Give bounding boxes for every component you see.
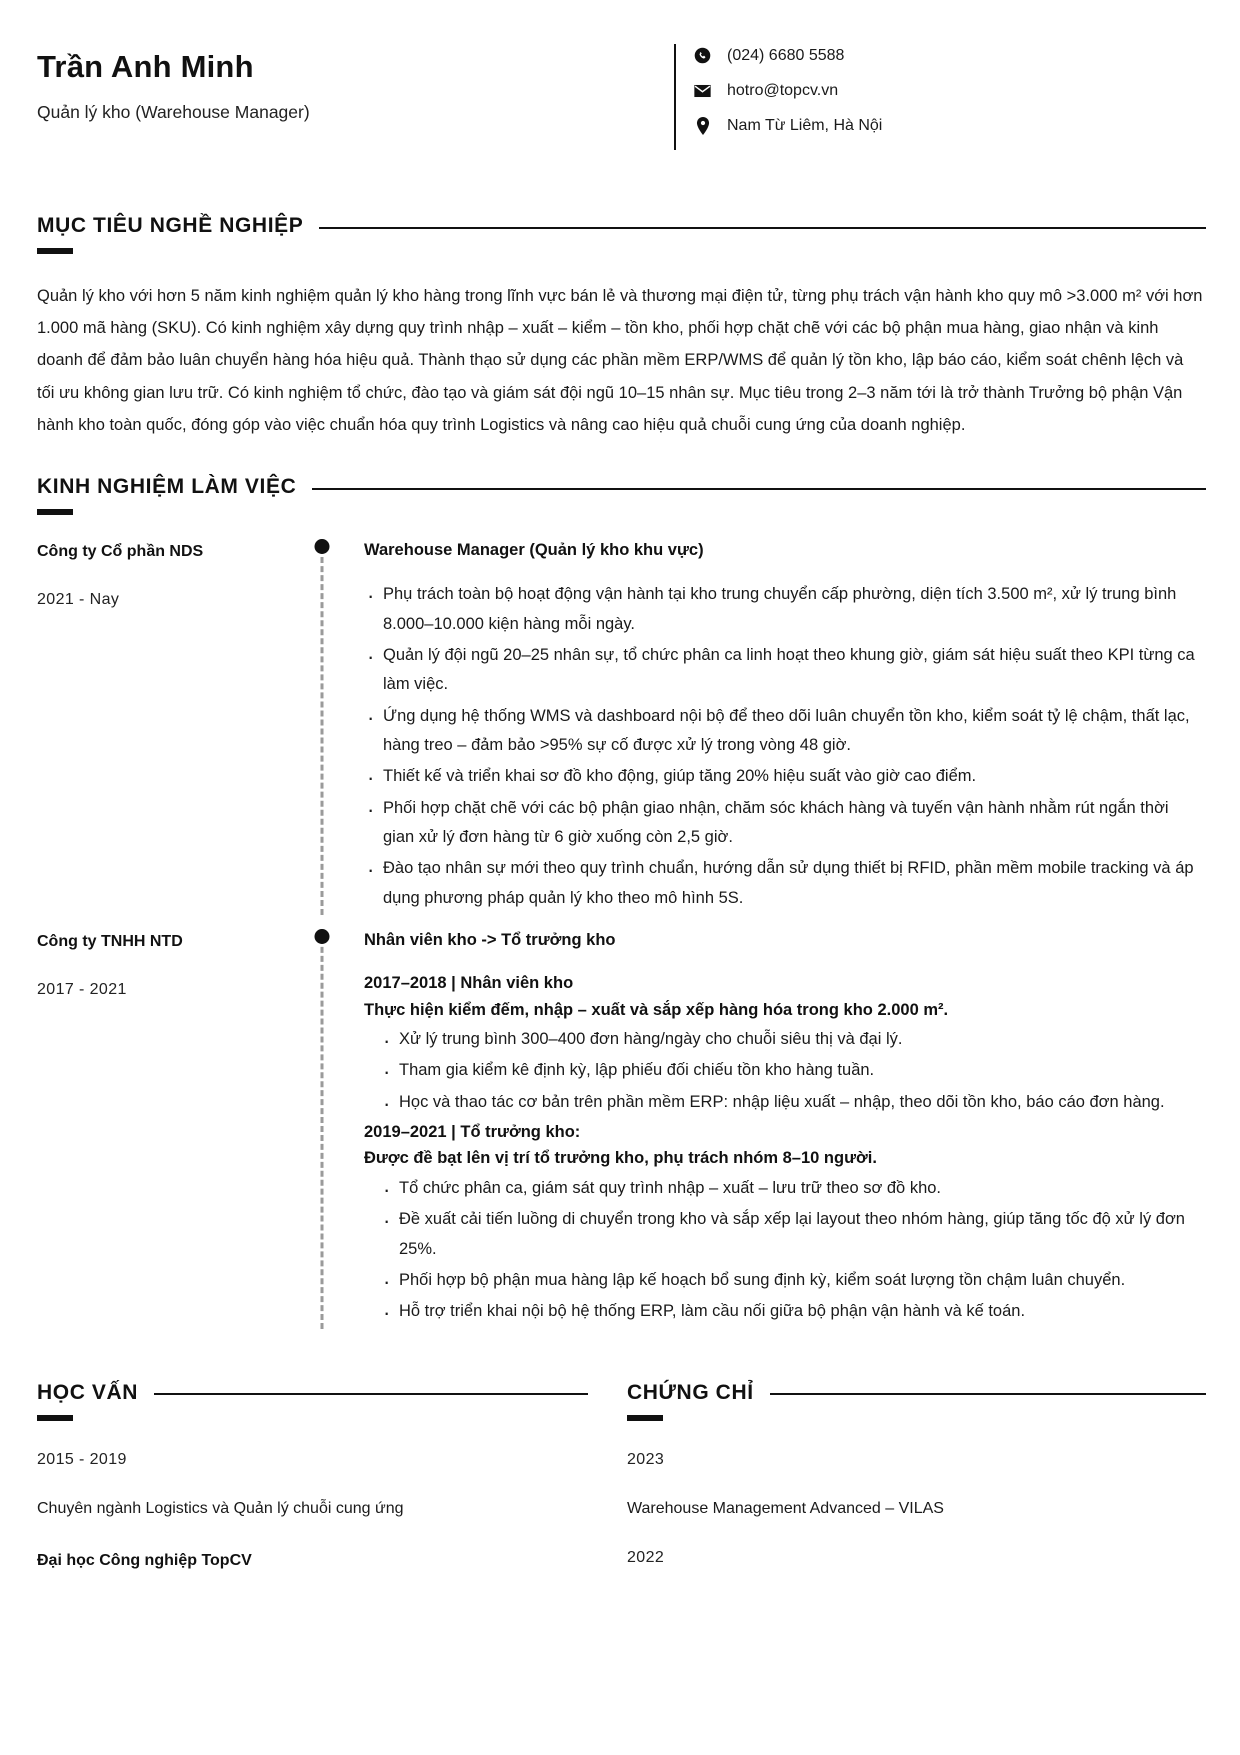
education-school: Đại học Công nghiệp TopCV (37, 1551, 252, 1569)
contact-phone-value: (024) 6680 5588 (727, 46, 845, 64)
certificates-heading-row (624, 1381, 1206, 1406)
list-item: · Thiết kế và triển khai sơ đồ kho động, giúp tăng 20% hiệu suất vào giờ cao điểm. (364, 762, 1202, 791)
experience-dates: 2021 - Nay (37, 591, 120, 609)
timeline-dot (315, 539, 330, 554)
bottom-columns (34, 1329, 1206, 1573)
phone-icon (694, 47, 711, 64)
timeline-dot (315, 929, 330, 944)
phase-period: 2017–2018 | Nhân viên kho (364, 974, 574, 993)
education-year: 2015 - 2019 (37, 1450, 127, 1468)
education-heading-rule (154, 1393, 588, 1395)
experience-job-title: Warehouse Manager (Quản lý kho khu vực) (364, 541, 704, 560)
list-item: · Tham gia kiểm kê định kỳ, lập phiếu đối chiếu tồn kho hàng tuần. (380, 1056, 1202, 1085)
list-item: · Hỗ trợ triển khai nội bộ hệ thống ERP, làm cầu nối giữa bộ phận vận hành và kế toán. (380, 1297, 1202, 1326)
certificate-year: 2022 (627, 1548, 665, 1566)
phase-summary: Được đề bạt lên vị trí tổ trưởng kho, phụ trách nhóm 8–10 người. (364, 1149, 877, 1168)
phase-period: 2019–2021 | Tổ trưởng kho: (364, 1123, 581, 1142)
timeline-rail (304, 929, 340, 1329)
objective-heading: MỤC TIÊU NGHỀ NGHIỆP (37, 214, 304, 237)
list-item: · Tổ chức phân ca, giám sát quy trình nhập – xuất – lưu trữ theo sơ đồ kho. (380, 1174, 1202, 1203)
section-certificates (620, 1381, 1206, 1573)
mail-icon (694, 82, 711, 99)
section-experience (34, 475, 1206, 1329)
phase-bullet-list (364, 1174, 1202, 1327)
experience-detail (340, 539, 1206, 915)
experience-meta (34, 539, 304, 915)
cv-header (34, 30, 1206, 162)
education-heading: HỌC VẤN (37, 1380, 139, 1404)
contact-divider-rule (674, 44, 676, 150)
contact-email-value: hotro@topcv.vn (727, 81, 839, 99)
contact-address (694, 117, 882, 134)
certificate-name: Warehouse Management Advanced – VILAS (627, 1499, 944, 1517)
education-entry (34, 1421, 588, 1573)
header-identity (34, 36, 674, 124)
timeline-dashed-line (321, 539, 324, 915)
list-item: · Phối hợp chặt chẽ với các bộ phận giao nhận, chăm sóc khách hàng và tuyến vận hành nhằm rút ngắn thời gian xử lý đơn hàng từ 6 giờ xuống còn 2,5 giờ. (364, 794, 1202, 853)
certificate-entry (624, 1421, 1206, 1567)
section-education (34, 1381, 620, 1573)
education-heading-row (34, 1381, 588, 1406)
certificates-heading: CHỨNG CHỈ (627, 1380, 754, 1404)
contact-phone (694, 47, 882, 64)
objective-text: Quản lý kho với hơn 5 năm kinh nghiệm quản lý kho hàng trong lĩnh vực bán lẻ và thương mại điện tử, từng phụ trách vận hành kho quy mô >3.000 m² với hơn 1.000 mã hàng (SKU). Có kinh nghiệm xây dựng quy trình nhập – xuất – kiểm – tồn kho, phối hợp chặt chẽ với các bộ phận mua hàng, giao nhận và kinh doanh để đảm bảo luân chuyển hàng hóa hiệu quả. Thành thạo sử dụng các phần mềm ERP/WMS để quản lý tồn kho, lập báo cáo, kiểm soát chênh lệch và tối ưu không gian lưu trữ. Có kinh nghiệm tổ chức, đào tạo và giám sát đội ngũ 10–15 nhân sự. Mục tiêu trong 2–3 năm tới là trở thành Trưởng bộ phận Vận hành kho toàn quốc, đóng góp vào việc chuẩn hóa quy trình Logistics và nâng cao hiệu quả chuỗi cung ứng của doanh nghiệp. (37, 287, 1203, 434)
list-item: · Xử lý trung bình 300–400 đơn hàng/ngày cho chuỗi siêu thị và đại lý. (380, 1025, 1202, 1054)
experience-detail (340, 929, 1206, 1329)
experience-company: Công ty Cổ phần NDS (37, 543, 204, 561)
experience-meta (34, 929, 304, 1329)
list-item: · Đề xuất cải tiến luồng di chuyển trong kho và sắp xếp lại layout theo nhóm hàng, giúp tăng tốc độ xử lý đơn 25%. (380, 1205, 1202, 1264)
phase-bullet-list (364, 1025, 1202, 1117)
objective-heading-row (34, 214, 1206, 239)
experience-phase (364, 970, 1202, 1117)
list-item: · Phụ trách toàn bộ hoạt động vận hành tại kho trung chuyển cấp phường, diện tích 3.500 m², xử lý trung bình 8.000–10.000 kiện hàng mỗi ngày. (364, 580, 1202, 639)
experience-company: Công ty TNHH NTD (37, 933, 183, 951)
education-major: Chuyên ngành Logistics và Quản lý chuỗi cung ứng (37, 1499, 404, 1517)
experience-dates: 2017 - 2021 (37, 981, 127, 999)
experience-item (34, 539, 1206, 915)
certificate-year: 2023 (627, 1450, 665, 1468)
candidate-name: Trần Anh Minh (37, 49, 254, 84)
experience-heading-rule (312, 488, 1206, 490)
timeline-rail (304, 539, 340, 915)
contact-block (674, 36, 1206, 150)
experience-heading-row (34, 475, 1206, 500)
certificates-heading-rule (770, 1393, 1206, 1395)
experience-heading: KINH NGHIỆM LÀM VIỆC (37, 474, 297, 498)
list-item: · Phối hợp bộ phận mua hàng lập kế hoạch bổ sung định kỳ, kiểm soát lượng tồn chậm luân chuyển. (380, 1266, 1202, 1295)
list-item: · Đào tạo nhân sự mới theo quy trình chuẩn, hướng dẫn sử dụng thiết bị RFID, phần mềm mobile tracking và áp dụng phương pháp quản lý kho theo mô hình 5S. (364, 854, 1202, 913)
list-item: · Ứng dụng hệ thống WMS và dashboard nội bộ để theo dõi luân chuyển tồn kho, kiểm soát tỷ lệ chậm, thất lạc, hàng treo – đảm bảo >95% sự cố được xử lý trong vòng 48 giờ. (364, 702, 1202, 761)
candidate-job-title: Quản lý kho (Warehouse Manager) (37, 102, 310, 123)
experience-phase (364, 1119, 1202, 1327)
experience-list (34, 515, 1206, 1329)
contact-email (694, 82, 882, 99)
timeline-dashed-line (321, 929, 324, 1329)
phase-summary: Thực hiện kiểm đếm, nhập – xuất và sắp xếp hàng hóa trong kho 2.000 m². (364, 1000, 949, 1019)
location-pin-icon (694, 117, 711, 134)
contact-address-value: Nam Từ Liêm, Hà Nội (727, 116, 883, 134)
list-item: · Quản lý đội ngũ 20–25 nhân sự, tổ chức phân ca linh hoạt theo khung giờ, giám sát hiệu suất theo KPI từng ca làm việc. (364, 641, 1202, 700)
contact-list (694, 44, 882, 150)
experience-bullet-list (364, 580, 1202, 913)
list-item: · Học và thao tác cơ bản trên phần mềm ERP: nhập liệu xuất – nhập, theo dõi tồn kho, báo cáo đơn hàng. (380, 1088, 1202, 1117)
section-objective (34, 214, 1206, 441)
objective-heading-rule (319, 227, 1206, 229)
experience-item (34, 929, 1206, 1329)
experience-job-title: Nhân viên kho -> Tổ trưởng kho (364, 931, 616, 950)
